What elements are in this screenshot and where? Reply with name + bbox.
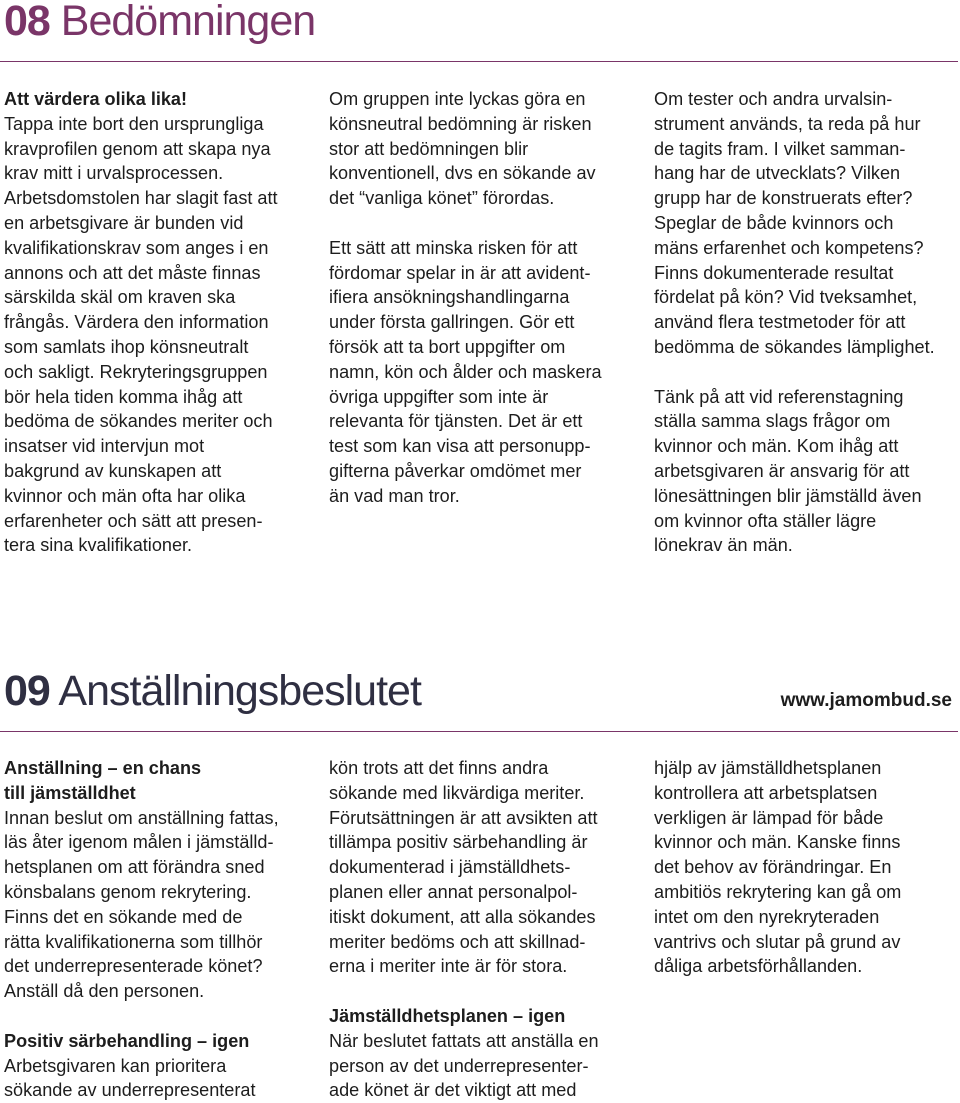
text-line: sökande av underrepresenterat (4, 1080, 256, 1101)
text-line: använd flera testmetoder för att (654, 312, 906, 333)
text-line: Om tester och andra urvalsin- (654, 89, 893, 109)
text-line: bedöma de sökandes meriter och (4, 411, 273, 432)
text-line: strument används, ta reda på hur (654, 113, 921, 134)
text-line: ambitiös rekrytering kan gå om (654, 881, 902, 902)
text-line: det “vanliga könet” förordas. (329, 188, 555, 209)
subheading-line: Jämställdhetsplanen – igen (329, 1005, 566, 1026)
section-09-heading (4, 666, 421, 716)
text-line: Finns dokumenterade resultat (654, 262, 894, 283)
text-line: mäns erfarenhet och kompetens? (654, 237, 924, 258)
text-line: konventionell, dvs en sökande av (329, 163, 596, 184)
section-09-column-1 (4, 756, 314, 1103)
text-line: försök att ta bort uppgifter om (329, 336, 566, 357)
text-line: hetsplanen om att förändra sned (4, 857, 265, 878)
text-line: det behov av förändringar. En (654, 857, 892, 878)
text-line: kravprofilen genom att skapa nya (4, 138, 271, 159)
subheading-line: till jämställdhet (4, 782, 136, 803)
paragraph-gap (329, 211, 639, 236)
text-line: ade könet är det viktigt att med (329, 1080, 577, 1101)
text-line: som samlats ihop könsneutralt (4, 336, 249, 357)
text-line: särskilda skäl om kraven ska (4, 287, 236, 308)
text-line: tera sina kvalifikationer. (4, 535, 193, 556)
text-line: När beslutet fattats att anställa en (329, 1030, 599, 1051)
text-line: kvinnor och män. Kanske finns (654, 832, 901, 853)
text-line: namn, kön och ålder och maskera (329, 361, 602, 382)
text-line: hjälp av jämställdhetsplanen (654, 758, 882, 778)
text-line: kvinnor och män ofta har olika (4, 485, 246, 506)
text-line: meriter bedöms och att skillnad- (329, 931, 586, 952)
text-line: bakgrund av kunskapen att (4, 460, 222, 481)
text-line: de tagits fram. I vilket samman- (654, 138, 906, 159)
text-line: Speglar de både kvinnors och (654, 212, 894, 233)
text-line: det underrepresenterade könet? (4, 956, 263, 977)
text-line: sökande med likvärdiga meriter. (329, 782, 585, 803)
text-line: läs åter igenom målen i jämställd- (4, 832, 274, 853)
text-line: könsneutral bedömning är risken (329, 113, 592, 134)
subheading-line: Att värdera olika lika! (4, 89, 188, 109)
text-line: annons och att det måste finnas (4, 262, 261, 283)
text-line: erfarenheter och sätt att presen- (4, 510, 263, 531)
text-line: könsbalans genom rekrytering. (4, 881, 252, 902)
text-line: under första gallringen. Gör ett (329, 312, 575, 333)
text-line: tillämpa positiv särbehandling är (329, 832, 588, 853)
text-line: kön trots att det finns andra (329, 758, 549, 778)
text-line: Förutsättningen är att avsikten att (329, 807, 598, 828)
text-line: Tänk på att vid referenstagning (654, 386, 904, 407)
text-line: bedömma de sökandes lämplighet. (654, 336, 935, 357)
text-line: insatser vid intervjun mot (4, 436, 205, 457)
text-line: person av det underrepresenter- (329, 1055, 589, 1076)
paragraph-gap (654, 360, 960, 385)
text-line: Om gruppen inte lyckas göra en (329, 89, 586, 109)
section-08-column-3 (654, 87, 960, 558)
text-line: Anställ då den personen. (4, 981, 205, 1002)
section-08-column-2 (329, 87, 639, 509)
section-09-number: 09 (4, 667, 50, 715)
text-line: dokumenterad i jämställdhets- (329, 857, 571, 878)
text-line: stor att bedömningen blir (329, 138, 529, 159)
text-line: hang har de utvecklats? Vilken (654, 163, 901, 184)
text-line: intet om den nyrekryteraden (654, 906, 880, 927)
section-08-divider (0, 61, 958, 62)
section-08-column-1 (4, 87, 314, 558)
text-line: ifiera ansökningshandlingarna (329, 287, 570, 308)
text-line: test som kan visa att personupp- (329, 436, 591, 457)
subheading-line: Positiv särbehandling – igen (4, 1030, 250, 1051)
text-line: bör hela tiden komma ihåg att (4, 386, 243, 407)
text-line: om kvinnor ofta ställer lägre (654, 510, 877, 531)
text-line: rätta kvalifikationerna som tillhör (4, 931, 263, 952)
section-09-column-3 (654, 756, 960, 979)
text-line: lönekrav än män. (654, 535, 793, 556)
text-line: krav mitt i urvalsprocessen. (4, 163, 224, 184)
text-line: dåliga arbetsförhållanden. (654, 956, 863, 977)
text-line: fördomar spelar in är att avident- (329, 262, 591, 283)
text-line: frångås. Värdera den information (4, 312, 269, 333)
section-08-heading (4, 0, 315, 46)
text-line: grupp har de konstruerats efter? (654, 188, 913, 209)
section-09-title: Anställningsbeslutet (58, 667, 421, 715)
text-line: verkligen är lämpad för både (654, 807, 884, 828)
text-line: Arbetsgivaren kan prioritera (4, 1055, 227, 1076)
website-url: www.jamombud.se (780, 690, 952, 711)
text-line: Arbetsdomstolen har slagit fast att (4, 188, 278, 209)
text-line: lönesättningen blir jämställd även (654, 485, 922, 506)
text-line: Finns det en sökande med de (4, 906, 243, 927)
text-line: övriga uppgifter som inte är (329, 386, 549, 407)
section-09-column-2 (329, 756, 639, 1103)
paragraph-gap (4, 1004, 314, 1029)
text-line: ställa samma slags frågor om (654, 411, 891, 432)
text-line: arbetsgivaren är ansvarig för att (654, 460, 910, 481)
text-line: fördelat på kön? Vid tveksamhet, (654, 287, 918, 308)
text-line: Ett sätt att minska risken för att (329, 237, 578, 258)
section-09-divider (0, 731, 958, 732)
text-line: och sakligt. Rekryteringsgruppen (4, 361, 268, 382)
text-line: en arbetsgivare är bunden vid (4, 212, 244, 233)
text-line: planen eller annat personalpol- (329, 881, 578, 902)
text-line: kvalifikationskrav som anges i en (4, 237, 269, 258)
section-08-number: 08 (4, 0, 50, 45)
paragraph-gap (329, 979, 639, 1004)
text-line: än vad man tror. (329, 485, 460, 506)
text-line: itiskt dokument, att alla sökandes (329, 906, 596, 927)
text-line: kvinnor och män. Kom ihåg att (654, 436, 899, 457)
text-line: vantrivs och slutar på grund av (654, 931, 901, 952)
subheading-line: Anställning – en chans (4, 758, 202, 778)
text-line: relevanta för tjänsten. Det är ett (329, 411, 583, 432)
text-line: Tappa inte bort den ursprungliga (4, 113, 264, 134)
text-line: kontrollera att arbetsplatsen (654, 782, 878, 803)
text-line: gifterna påverkar omdömet mer (329, 460, 582, 481)
section-08-title: Bedömningen (60, 0, 316, 45)
text-line: Innan beslut om anställning fattas, (4, 807, 279, 828)
text-line: erna i meriter inte är för stora. (329, 956, 568, 977)
